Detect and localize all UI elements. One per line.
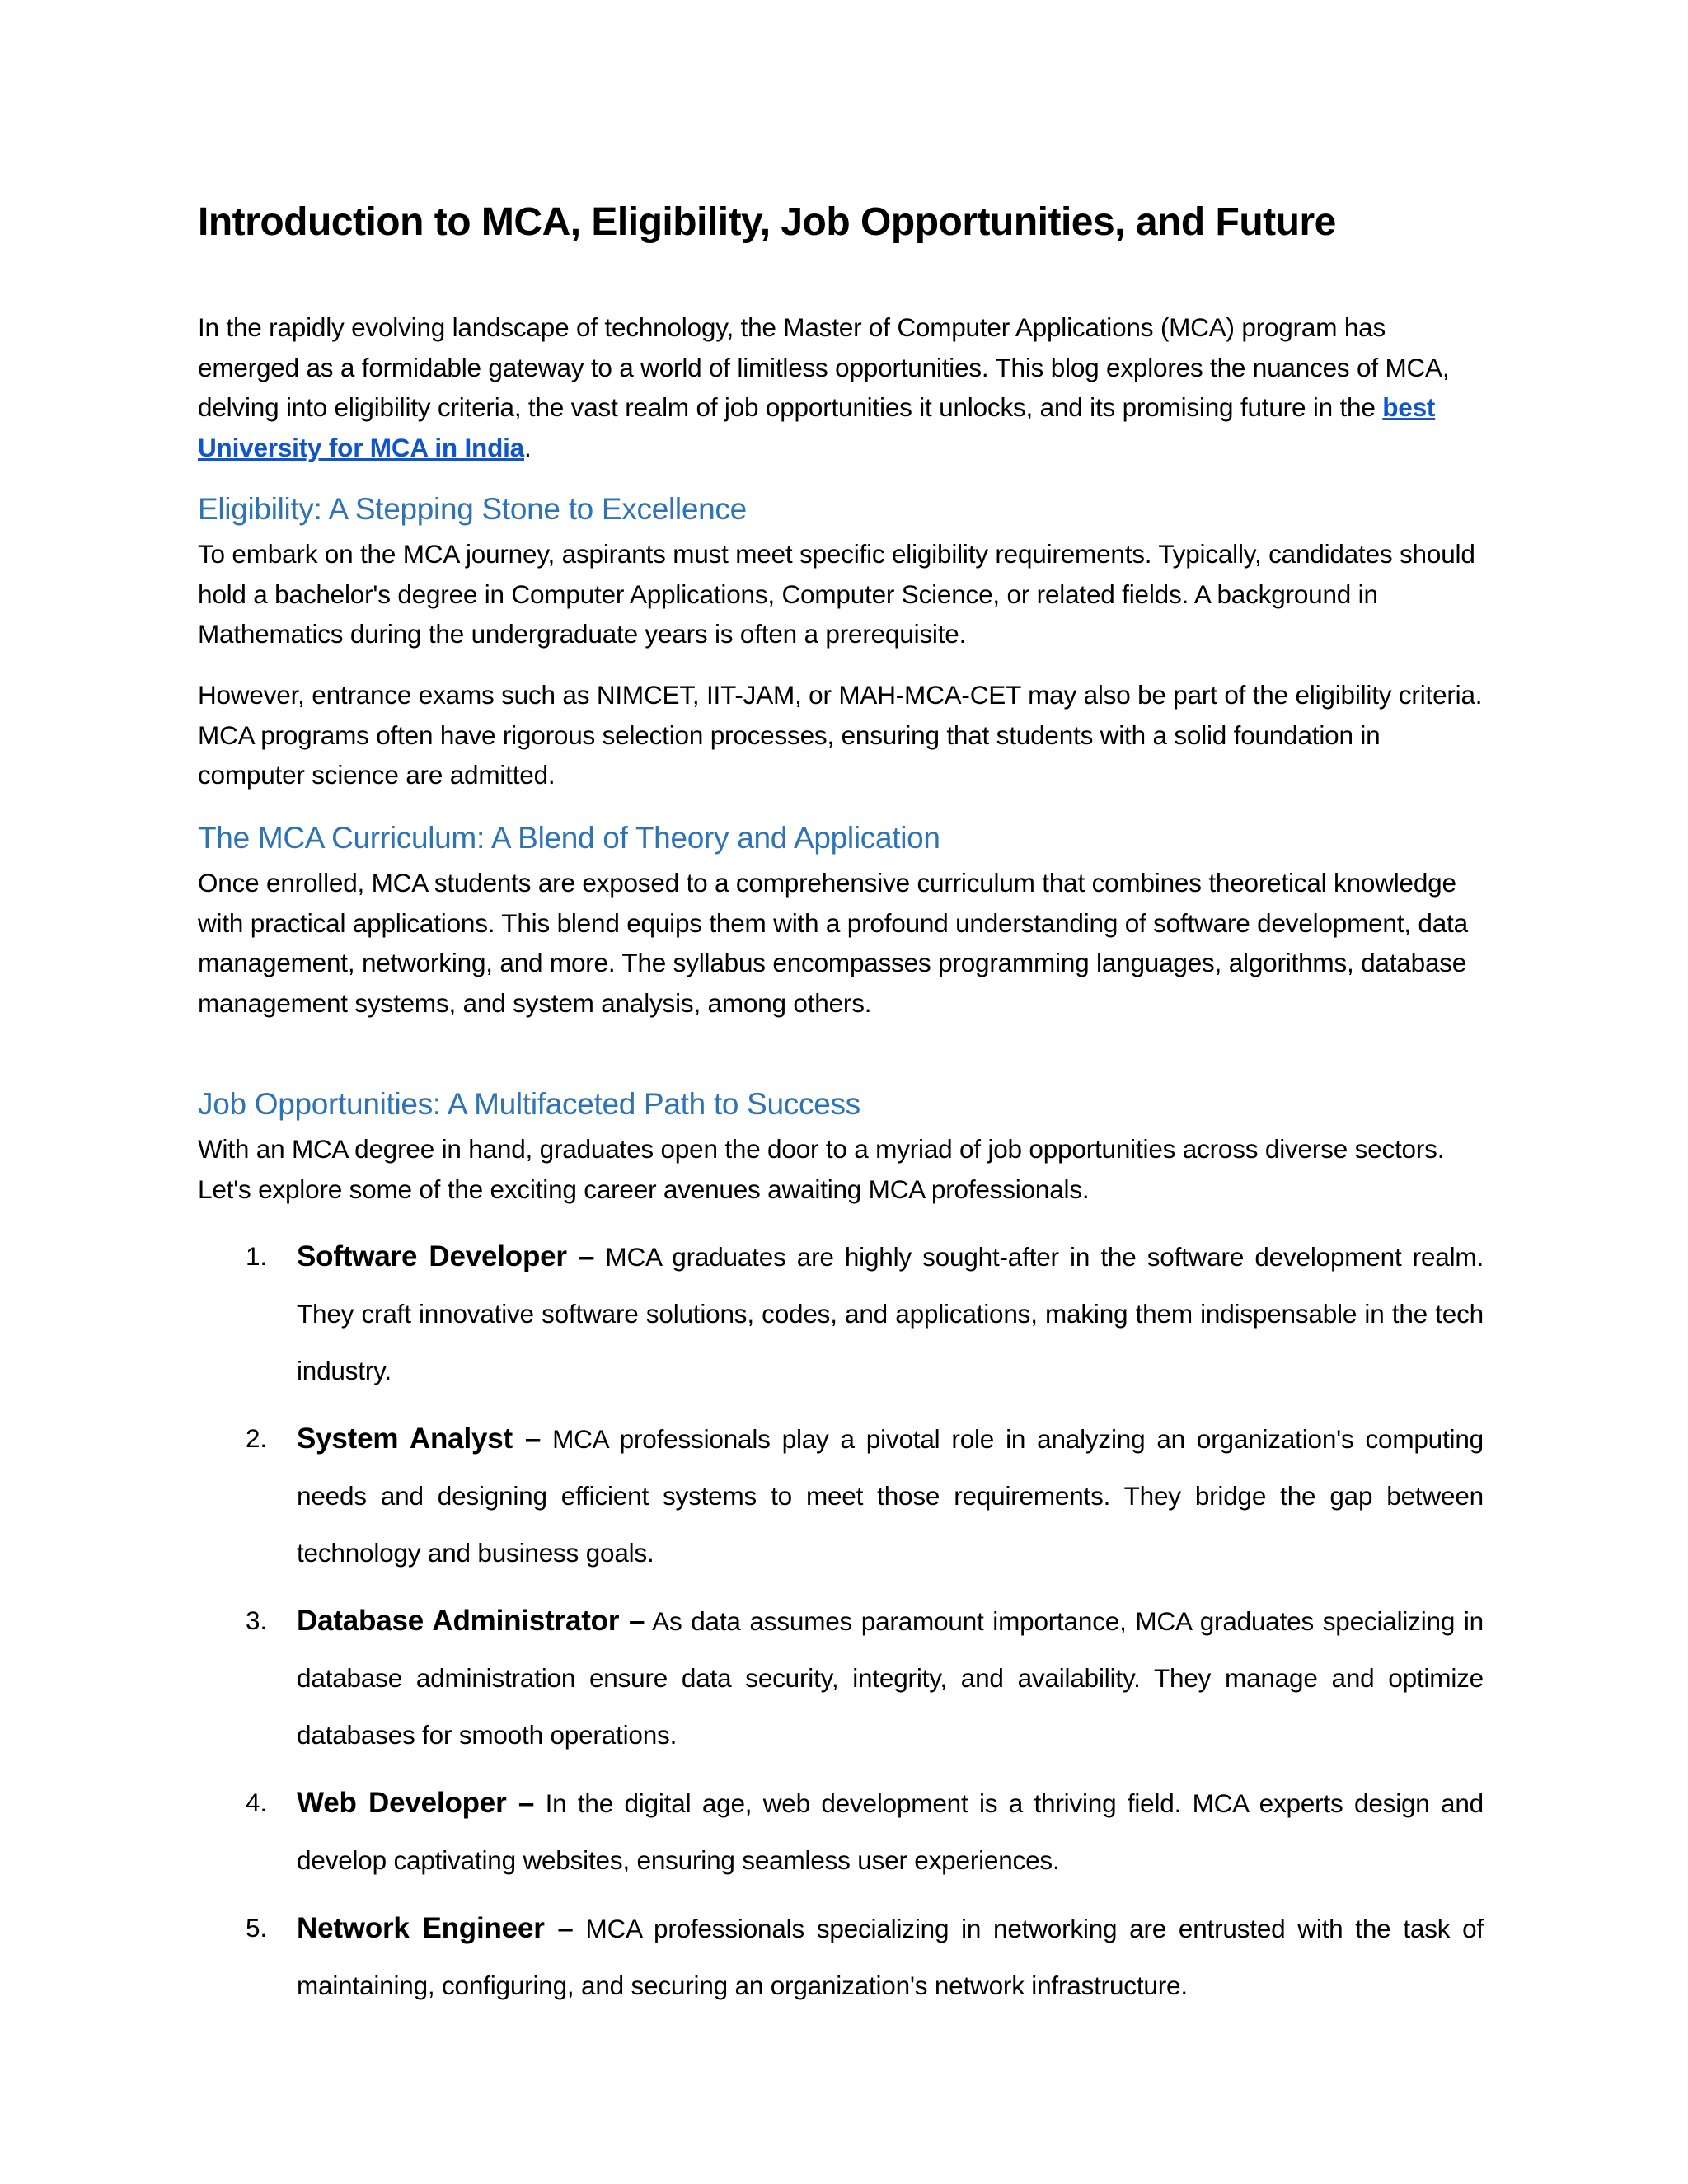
eligibility-heading: Eligibility: A Stepping Stone to Excellence — [198, 492, 747, 526]
job-description: As data assumes paramount importance, MCA graduates specializing in database administration ensure data security, integrity, and availability. They manage and optimize databases for smooth operations. — [297, 1606, 1484, 1750]
job-role: Database Administrator – — [297, 1605, 645, 1637]
curriculum-paragraph: Once enrolled, MCA students are exposed to a comprehensive curriculum that combines theoretical knowledge with practical applications. This blend equips them with a profound understanding of software development, data management, networking, and more. The syllabus encompasses programming languages, algorithms, database management systems, and system analysis, among others. — [198, 868, 1468, 1018]
list-number: 3. — [246, 1605, 267, 1635]
curriculum-heading: The MCA Curriculum: A Blend of Theory and Application — [198, 821, 940, 855]
job-description: MCA graduates are highly sought-after in the software development realm. They craft innovative software solutions, codes, and applications, making them indispensable in the tech industry. — [297, 1242, 1484, 1385]
job-description: MCA professionals play a pivotal role in analyzing an organization's computing needs and designing efficient systems to meet those requirements. They bridge the gap between technology and business goals. — [297, 1424, 1484, 1568]
list-item — [198, 1228, 1484, 1399]
job-role: Web Developer – — [297, 1787, 535, 1819]
job-role: Network Engineer – — [297, 1912, 574, 1944]
list-item — [198, 1774, 1484, 1889]
job-opportunities-list — [198, 1228, 1484, 2025]
jobs-paragraph: With an MCA degree in hand, graduates open the door to a myriad of job opportunities across diverse sectors. Let's explore some of the exciting career avenues awaiting MCA professionals. — [198, 1134, 1445, 1204]
jobs-heading: Job Opportunities: A Multifaceted Path to Success — [198, 1087, 860, 1121]
list-number: 4. — [246, 1788, 267, 1817]
job-description: MCA professionals specializing in networking are entrusted with the task of maintaining, configuring, and securing an organization's network infrastructure. — [297, 1914, 1484, 2000]
job-role: Software Developer – — [297, 1240, 595, 1272]
eligibility-paragraph-2: However, entrance exams such as NIMCET, IIT-JAM, or MAH-MCA-CET may also be part of the eligibility criteria. MCA programs often have rigorous selection processes, ensuring that students with a solid foundation in computer science are admitted. — [198, 680, 1483, 790]
list-item — [198, 1592, 1484, 1764]
intro-text: In the rapidly evolving landscape of technology, the Master of Computer Applications (MCA) program has emerged as a formidable gateway to a world of limitless opportunities. This blog explores the nuances of MCA, delving into eligibility criteria, the vast realm of job opportunities it unlocks, and its promising future in the — [198, 312, 1450, 422]
intro-text-end: . — [523, 432, 532, 462]
list-item — [198, 1410, 1484, 1582]
list-number: 1. — [246, 1241, 267, 1271]
list-number: 2. — [246, 1423, 267, 1453]
eligibility-paragraph-1: To embark on the MCA journey, aspirants must meet specific eligibility requirements. Typically, candidates should hold a bachelor's degree in Computer Applications, Computer Science, or related fields. A background in Mathematics during the undergraduate years is often a prerequisite. — [198, 539, 1475, 649]
best-university-link[interactable]: best University for MCA in India — [198, 392, 1436, 462]
job-description: In the digital age, web development is a thriving field. MCA experts design and develop captivating websites, ensuring seamless user experiences. — [297, 1788, 1484, 1875]
list-number: 5. — [246, 1913, 267, 1943]
page-title: Introduction to MCA, Eligibility, Job Opportunities, and Future — [198, 200, 1336, 244]
document-page — [198, 0, 1484, 2184]
list-item — [198, 1900, 1484, 2014]
intro-paragraph — [198, 307, 1484, 467]
job-role: System Analyst – — [297, 1422, 542, 1455]
